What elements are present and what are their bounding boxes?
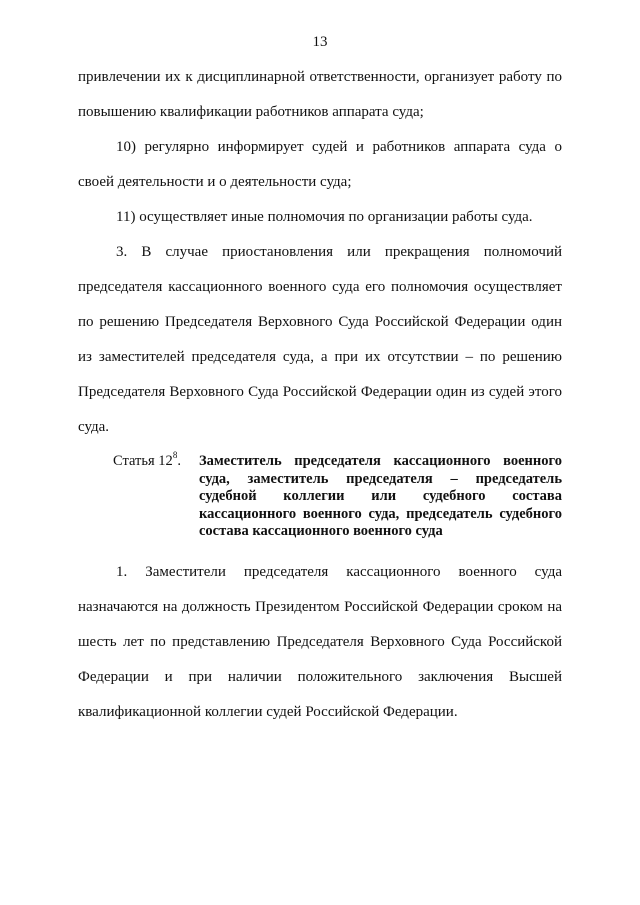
article-label-suffix: . [177,453,181,469]
article-number-superscript: 8 [172,450,178,461]
paragraph-article-part-1: 1. Заместители председателя кассационного военного суда назначаются на должность Президентом Российской Федерации сроком на шесть лет по представлению Председателя Верховного Суда Российской Федерации и при наличии положительного заключения Высшей квалификационной коллегии судей Российской Федерации. [78,563,562,720]
paragraph-continuation: привлечении их к дисциплинарной ответственности, организует работу по повышению квалификации работников аппарата суда; [78,69,562,120]
article-heading [78,450,562,541]
article-number: Статья 12 [113,453,173,469]
page-number: 13 [312,34,328,50]
paragraph-part-3: 3. В случае приостановления или прекращения полномочий председателя кассационного военного суда его полномочия осуществляет по решению Председателя Верховного Суда Российской Федерации один из заместителей председателя суда, а при их отсутствии – по решению Председателя Верховного Суда Российской Федерации один из судей этого суда. [78,244,562,435]
article-label [113,450,181,471]
document-body [78,60,562,730]
paragraph-item-10: 10) регулярно информирует судей и работников аппарата суда о своей деятельности и о деятельности суда; [78,139,562,190]
article-title: Заместитель председателя кассационного военного суда, заместитель председателя – председатель судебной коллегии или судебного состава кассационного военного суда, председатель судебного состава кассационного военного суда [199,453,562,539]
paragraph-item-11: 11) осуществляет иные полномочия по организации работы суда. [116,209,533,225]
